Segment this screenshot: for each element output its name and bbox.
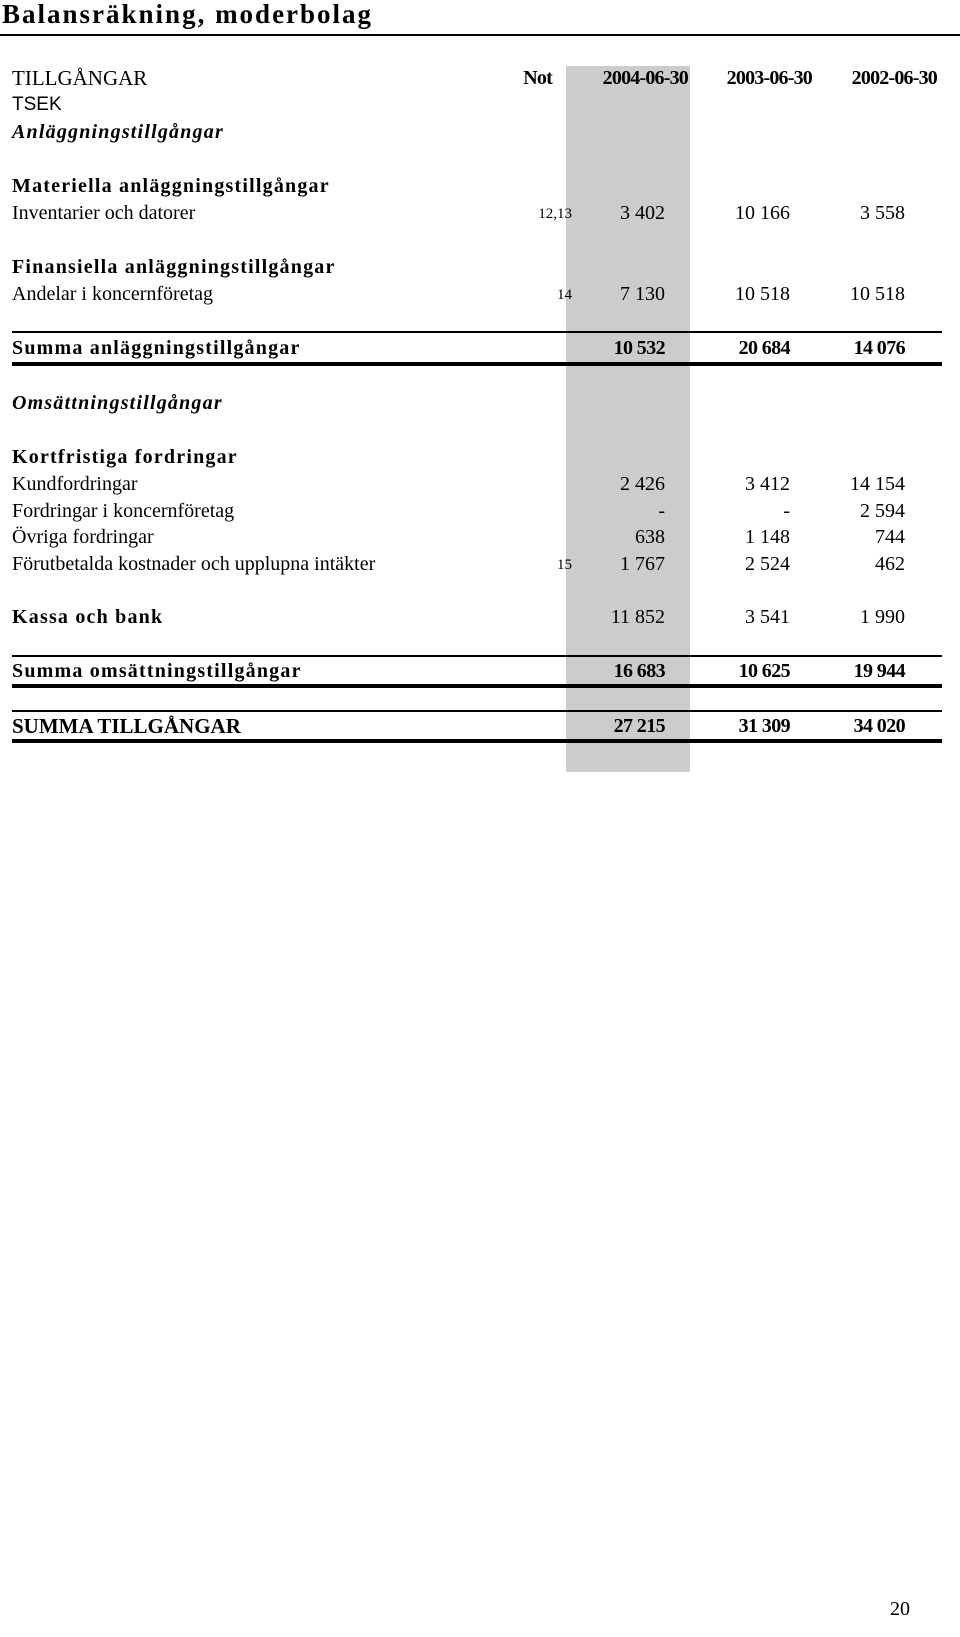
value-2003: - bbox=[783, 500, 790, 522]
page-number: 20 bbox=[890, 1598, 910, 1620]
value-2004: 3 402 bbox=[620, 202, 665, 224]
section-heading bbox=[12, 118, 940, 146]
value-2002: 10 518 bbox=[850, 283, 905, 305]
materiella-heading: Materiella anläggningstillgångar bbox=[12, 175, 330, 197]
row-note: 12,13 bbox=[538, 206, 572, 222]
summary-row bbox=[12, 657, 940, 685]
row-label: Kundfordringar bbox=[12, 473, 138, 495]
row-label: Fordringar i koncernföretag bbox=[12, 500, 235, 522]
value-2003: 20 684 bbox=[738, 337, 790, 359]
value-2002: 3 558 bbox=[860, 202, 905, 224]
row-label: Övriga fordringar bbox=[12, 526, 154, 548]
row-label: Summa omsättningstillgångar bbox=[12, 660, 302, 682]
row-label: Förutbetalda kostnader och upplupna intäkter bbox=[12, 553, 376, 575]
divider bbox=[12, 331, 942, 333]
header-label: TILLGÅNGAR bbox=[12, 66, 148, 90]
value-2004: 27 215 bbox=[613, 715, 665, 737]
page-title: Balansräkning, moderbolag bbox=[0, 0, 960, 36]
row-note: 14 bbox=[557, 287, 572, 303]
table-row bbox=[12, 470, 940, 498]
value-2003: 31 309 bbox=[738, 715, 790, 737]
table-row bbox=[12, 199, 940, 227]
table-row bbox=[12, 497, 940, 525]
value-2003: 10 625 bbox=[738, 660, 790, 682]
kortfristiga-heading: Kortfristiga fordringar bbox=[12, 446, 238, 468]
subsection-heading bbox=[12, 253, 940, 281]
value-2002: 19 944 bbox=[853, 660, 905, 682]
value-2002: 1 990 bbox=[860, 606, 905, 628]
value-2004: - bbox=[658, 500, 665, 522]
row-label: Inventarier och datorer bbox=[12, 202, 196, 224]
unit-row bbox=[12, 91, 940, 119]
header-col-2003: 2003-06-30 bbox=[726, 67, 812, 89]
value-2003: 3 412 bbox=[745, 473, 790, 495]
total-row bbox=[12, 712, 940, 740]
header-col-2002: 2002-06-30 bbox=[851, 67, 937, 89]
value-2003: 3 541 bbox=[745, 606, 790, 628]
row-label: Summa anläggningstillgångar bbox=[12, 337, 301, 359]
divider bbox=[12, 684, 942, 688]
unit-label: TSEK bbox=[12, 94, 62, 115]
value-2004: 638 bbox=[635, 526, 665, 548]
value-2002: 14 076 bbox=[853, 337, 905, 359]
row-label: SUMMA TILLGÅNGAR bbox=[12, 714, 241, 738]
table-row bbox=[12, 603, 940, 631]
value-2002: 462 bbox=[875, 553, 905, 575]
row-label: Kassa och bank bbox=[12, 606, 164, 628]
omsattning-heading: Omsättningstillgångar bbox=[12, 392, 223, 414]
section-heading bbox=[12, 389, 940, 417]
value-2004: 7 130 bbox=[620, 283, 665, 305]
value-2004: 2 426 bbox=[620, 473, 665, 495]
value-2002: 34 020 bbox=[853, 715, 905, 737]
value-2003: 2 524 bbox=[745, 553, 790, 575]
subsection-heading bbox=[12, 443, 940, 471]
value-2004: 11 852 bbox=[610, 606, 665, 628]
table-row bbox=[12, 550, 940, 578]
row-label: Andelar i koncernföretag bbox=[12, 283, 214, 305]
subsection-heading bbox=[12, 172, 940, 200]
value-2004: 1 767 bbox=[620, 553, 665, 575]
table-row bbox=[12, 523, 940, 551]
value-2002: 14 154 bbox=[850, 473, 905, 495]
value-2003: 10 518 bbox=[735, 283, 790, 305]
divider bbox=[12, 362, 942, 366]
value-2002: 744 bbox=[875, 526, 905, 548]
value-2004: 16 683 bbox=[613, 660, 665, 682]
finansiella-heading: Finansiella anläggningstillgångar bbox=[12, 256, 336, 278]
divider bbox=[12, 739, 942, 743]
table-header-row bbox=[12, 64, 940, 92]
anlaggning-heading: Anläggningstillgångar bbox=[12, 121, 224, 143]
row-note: 15 bbox=[557, 557, 572, 573]
value-2003: 10 166 bbox=[735, 202, 790, 224]
table-row bbox=[12, 280, 940, 308]
value-2004: 10 532 bbox=[613, 337, 665, 359]
summary-row bbox=[12, 334, 940, 362]
value-2003: 1 148 bbox=[745, 526, 790, 548]
header-col-2004: 2004-06-30 bbox=[602, 67, 688, 89]
value-2002: 2 594 bbox=[860, 500, 905, 522]
header-note: Not bbox=[523, 67, 552, 89]
